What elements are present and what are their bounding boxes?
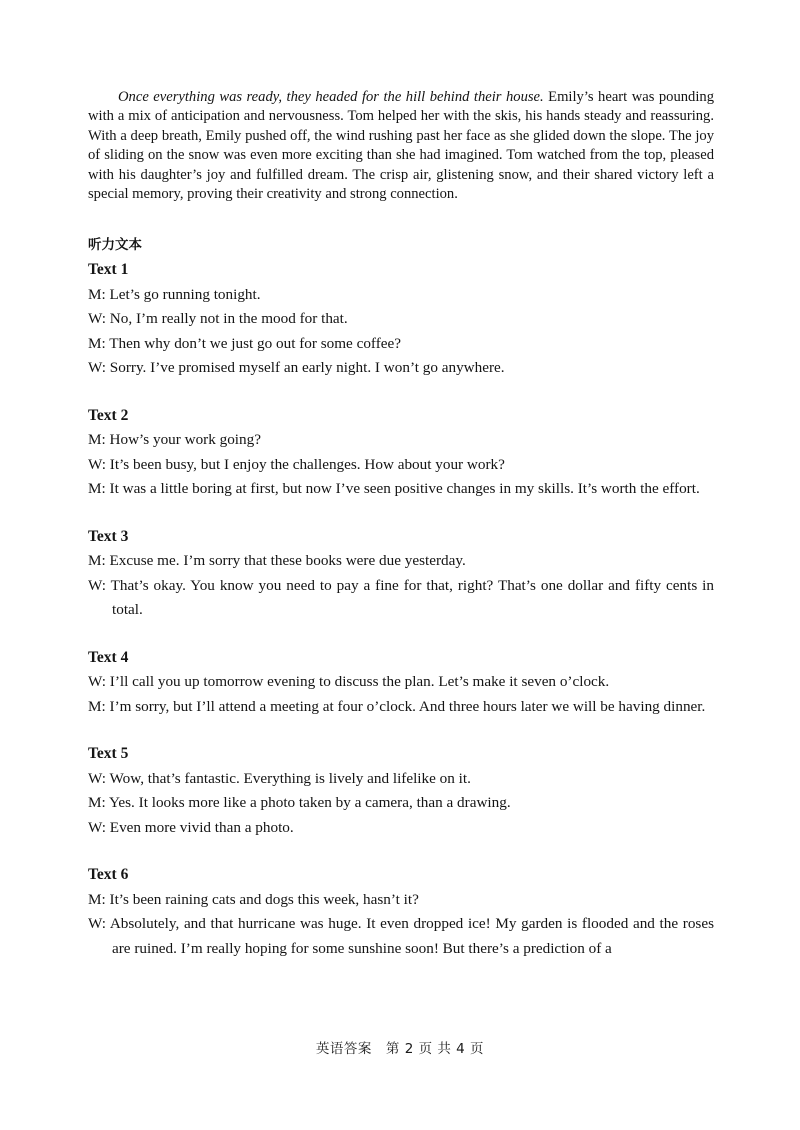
essay-body: Emily’s heart was pounding with a mix of anticipation and nervousness. Tom helped her with the skis, his hands steady and reassuring. With a deep breath, Emily pushed off, the wind rushing past her face as she glided down the slope. The joy of sliding on the snow was even more exciting than she had imagined. Tom watched from the top, pleased with his daughter’s joy and fulfilled dream. The crisp air, glistening snow, and their shared victory left a special memory, proving their creativity and strong connection. (88, 89, 714, 203)
dialogue-line: W: Even more vivid than a photo. (88, 818, 294, 836)
essay-paragraph (88, 88, 714, 204)
section-title-listening-text: 听力文本 (88, 237, 142, 254)
listening-text-3 (88, 525, 714, 623)
dialogue-line: W: I’ll call you up tomorrow evening to discuss the plan. Let’s make it seven o’clock. (88, 673, 610, 691)
listening-text-4 (88, 646, 714, 720)
dialogue-line: W: Sorry. I’ve promised myself an early night. I won’t go anywhere. (88, 359, 505, 377)
listening-text-1 (88, 258, 714, 381)
dialogue-line: W: Absolutely, and that hurricane was huge. It even dropped ice! My garden is flooded and the roses are ruined. I’m really hoping for some sunshine soon! But there’s a prediction of a (88, 915, 714, 957)
dialogue-line: M: I’m sorry, but I’ll attend a meeting at four o’clock. And three hours later we will be having dinner. (88, 697, 706, 715)
dialogue-line: W: That’s okay. You know you need to pay a fine for that, right? That’s one dollar and fifty cents in total. (88, 576, 714, 619)
dialogue-line: W: Wow, that’s fantastic. Everything is lively and lifelike on it. (88, 769, 471, 787)
text-heading: Text 5 (88, 745, 129, 763)
page-footer: 英语答案 第 2 页 共 4 页 (315, 1041, 485, 1057)
essay-lead-sentence: Once everything was ready, they headed for the hill behind their house. (118, 89, 544, 105)
dialogue-line: M: It’s been raining cats and dogs this week, hasn’t it? (88, 890, 419, 908)
dialogue-line: M: Let’s go running tonight. (88, 285, 261, 303)
dialogue-line: M: It was a little boring at first, but now I’ve seen positive changes in my skills. It’s worth the effort. (88, 480, 700, 498)
text-heading: Text 3 (88, 527, 129, 545)
text-heading: Text 6 (88, 866, 129, 884)
dialogue-line: M: Yes. It looks more like a photo taken by a camera, than a drawing. (88, 794, 511, 812)
listening-text-5 (88, 742, 714, 840)
listening-text-2 (88, 404, 714, 502)
listening-text-6 (88, 863, 714, 961)
text-heading: Text 2 (88, 406, 129, 424)
dialogue-line: M: Excuse me. I’m sorry that these books were due yesterday. (88, 552, 466, 570)
text-heading: Text 4 (88, 648, 129, 666)
document-page (88, 88, 714, 961)
dialogue-line: W: No, I’m really not in the mood for that. (88, 310, 348, 328)
text-heading: Text 1 (88, 261, 129, 279)
dialogue-line: M: How’s your work going? (88, 431, 261, 449)
dialogue-line: W: It’s been busy, but I enjoy the challenges. How about your work? (88, 455, 505, 473)
dialogue-line: M: Then why don’t we just go out for some coffee? (88, 334, 401, 352)
